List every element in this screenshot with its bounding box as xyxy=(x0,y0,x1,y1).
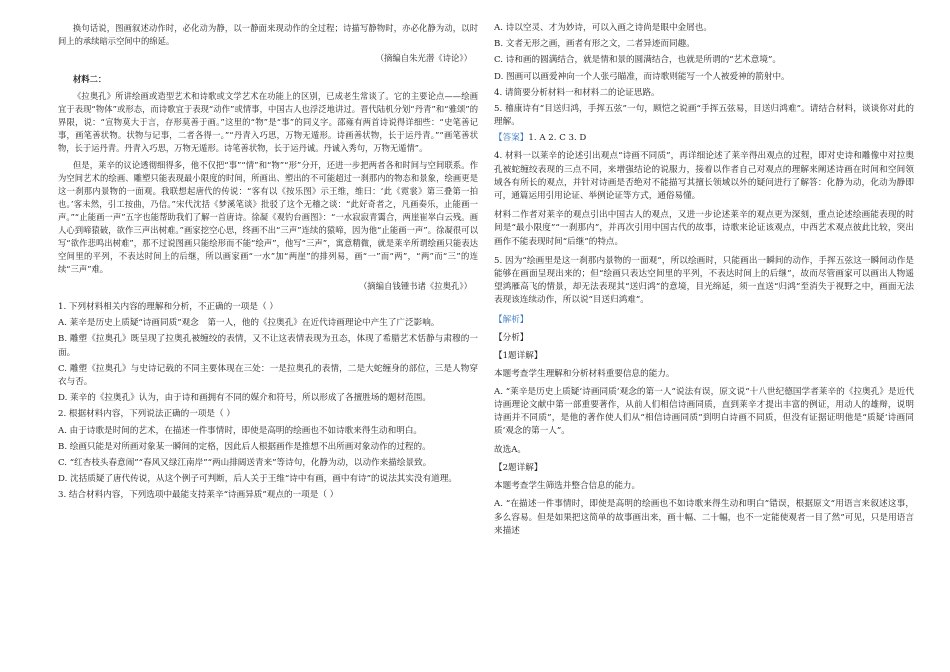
sub2-intro: 本题考查学生筛选并整合信息的能力。 xyxy=(494,481,641,492)
material-one-closing: 换句话说，图画叙述动作时，必化动为静，以一静面来现动作的全过程；诗描写静物时，亦必化静为动，以时间上的承续暗示空间中的绵延。 xyxy=(58,23,478,46)
answer-4-paragraph-2: 材料二作者对莱辛的观点引出中国古人的观点，又进一步论述莱辛的观点更为深刻，重点论述绘画能表现的时间是“最小限度”“一刹那内”，并再次引用中国古代的故事，诗歌来论证该观点，中西艺术观点彼此比较，突出画作不能表现时间“后继”的特点。 xyxy=(494,210,914,247)
question-3-option-a: A. 诗以空灵、才为妙诗，可以入画之诗尚是眼中金屑也。 xyxy=(494,23,712,33)
question-2-option-d: D. 沈括质疑了唐代传说，从这个例子可判断，后人关于王维“诗中有画，画中有诗”的说法其实没有道理。 xyxy=(58,474,457,485)
material-two-label: 材料二： xyxy=(72,74,107,84)
question-3: 3. 结合材料内容，下列选项中最能支持莱辛“诗画异质”观点的一项是（ ） xyxy=(58,490,339,501)
question-2-option-a: A. 由于诗歌是时间的艺术，在描述一件事情时，即使是高明的绘画也不如诗歌来得生动和明白。 xyxy=(58,425,423,436)
answer-tag: 【答案】 xyxy=(494,133,529,144)
analysis-label: 【分析】 xyxy=(494,332,529,343)
question-2-option-b: B. 绘画只能是对所画对象某一瞬间的定格，因此后人根据画作是推想不出所画对象动作的过程的。 xyxy=(58,441,431,452)
question-3-option-d: D. 图画可以画爱神向一个人张弓瞄准，而诗歌则能写一个人被爱神的箭射中。 xyxy=(494,71,790,82)
question-1-option-d: D. 莱辛的《拉奥孔》认为，由于诗和画拥有不同的媒介和符号，所以形成了各擅胜场的题材范围。 xyxy=(58,393,431,404)
sub2-label: 【2题详解】 xyxy=(494,463,543,474)
answer-5: 5. 因为“绘画里是这一刹那内景物的一面观”，所以绘画时，只能画出一瞬间的动作，手挥五弦这一瞬间动作是能够在画面呈现出来的；但“绘画只表达空间里的平列，不表达时间上的后继”，故而尽管画家可以画出人物遥望鸿雁高飞的情景，却无法表现其“送归鸿”的意境，目光绵延，须一直送“归鸿”至消失于视野之中，画面无法表现该连续动作，所以说“目送归鸿难”。 xyxy=(494,255,914,306)
question-4: 4. 请简要分析材料一和材料二的论证思路。 xyxy=(494,87,660,98)
question-1-option-b: B. 雕塑《拉奥孔》既呈现了拉奥孔被缠绞的表情，又不让这表情表现为丑态，体现了希腊艺术恬静与肃穆的一面。 xyxy=(58,334,478,358)
question-5: 5. 稽康诗有“目送归鸿，手挥五弦”一句，顾恺之说画“手挥五弦易，目送归鸿难”。请结合材料，谈谈你对此的理解。 xyxy=(494,104,914,128)
question-2: 2. 根据材料内容，下列说法正确的一项是（ ） xyxy=(58,409,235,420)
sub1-explanation: A. “莱辛是历史上质疑‘诗画同质’观念的第一人”说法有误，原文说“十八世纪德国学者莱辛的《拉奥孔》是近代诗画理论文献中第一部重要著作，从前人们相信诗画同质，直到莱辛才提出丰富的例证，用动人的雄辩，说明诗画并不同质”，是他的著作使人们从“相信诗画同质”到明白诗画不同质，但没有证据证明他是“质疑‘诗画同质’观念的第一人”。 xyxy=(494,386,914,437)
analysis-tag: 【解析】 xyxy=(494,314,529,325)
answer-values: 1. A 2. C 3. D xyxy=(528,133,587,144)
answer-4-paragraph-1: 4. 材料一以莱辛的论述引出观点“诗画不同质”，再详细论述了莱辛得出观点的过程，即对史诗和雕像中对拉奥孔被蛇缠绞表现的三点不同，来增强结论的说服力，接着以作者自己对观点的理解来阐述诗画在时间和空间领域各有所长的观点，并针对诗画是否绝对不能描写其擅长领域以外的疑问进行了解答：化静为动，化动为静即可，通篇运用引用论证、举例论证等方式，通俗易懂。 xyxy=(494,151,914,202)
material-two-paragraph-2: 但是，莱辛的议论透彻细得多，他不仅把“事”“情”和“物”“形”分开，还进一步把两者各和时间与空间联系。作为空间艺术的绘画、雕塑只能表现最小限度的时间，所画出、塑出的不可能超过一刹那内的物态和景象，绘画更是这一刹那内景物的一面观。我联想起唐代的传说：“客有以《按乐图》示王维，维曰：‘此《霓裳》第三叠第一拍也。’客未然，引工按曲，乃信。”宋代沈括《梦溪笔谈》批驳了这个无稽之谈：“此好奇者之，凡画奏乐，止能画一声。”“止能画一声”五字也能帮助我们了解一首唐诗。徐凝《观钓台画图》：“一水寂寂青霭合，两崖崔崒白云残。画人心到啼猿破，欲作三声出树难。”画家挖空心思，终画不出“三声”连续的猿啼，因为他“止能画一声”。徐凝很可以写“欲作悲鸣出树难”，那不过说图画只能绘形而不能“绘声”，他写“三声”，寓意精微，就是莱辛所谓绘画只能表达空间里的平列，不表达时间上的后继，所以画家画“一水”加“两崖”的排列易，画“一”而“两”，“两”而“三”的连续“三声”难。 xyxy=(58,160,478,274)
material-one-source: （摘编自朱光潜《诗论》） xyxy=(375,53,472,63)
question-1-option-c: C. 雕塑《拉奥孔》与史诗记载的不同主要体现在三处：一是拉奥孔的表情，二是大蛇缠身的部位，三是人物穿衣与否。 xyxy=(58,363,479,388)
question-3-option-b: B. 文者无形之画，画者有形之文，二者异迹而同趣。 xyxy=(494,39,695,50)
right-column xyxy=(494,22,914,544)
left-column xyxy=(58,22,478,506)
material-two-paragraph-1: 《拉奥孔》所讲绘画或造型艺术和诗歌或文学艺术在功能上的区别，已成老生常谈了。它的主要论点——绘画宜于表现“物体”或形态，而诗歌宜于表现“动作”或情事，中国古人也浮泛地讲过。晋代陆机分划“丹青”和“雅颂”的界限，说：“宣物莫大于言，存形莫善于画。”这里的“物”是“事”的同义字。邵雍有两首诗说得详细些：“史笔善记事，画笔善状物。状物与记事，二者各得一。”“丹青入巧思，万物无遁形。诗画善状物，长于运丹青。”“画笔善状物，长于运丹青。丹青入巧思，万物无遁形。诗笔善状物，长于运丹诚。丹诚入秀句，万物无遁情”。 xyxy=(58,91,478,153)
sub1-intro: 本题考查学生理解和分析材料重要信息的能力。 xyxy=(494,368,675,379)
sub2-explanation: A. “在描述一件事情时，即使是高明的绘画也不如诗歌来得生动和明白”错误，根据原文“用语言来叙述这事，多么容易。但是如果把这简单的故事画出来，画十幅、二十幅，也不一定能使观者一目了然”可见，只是用语言来描述 xyxy=(494,499,914,536)
question-1: 1. 下列材料相关内容的理解和分析，不正确的一项是（ ） xyxy=(58,302,278,312)
question-2-option-c: C. “红杏枝头春意闹”“春风又绿江南岸”“两山排阔送青来”等诗句，化静为动，以动作来描绘景致。 xyxy=(58,458,432,469)
material-two-source: （摘编自钱锺书诸《拉奥孔》） xyxy=(358,281,472,291)
sub1-conclusion: 故选A。 xyxy=(494,445,526,456)
sub1-label: 【1题详解】 xyxy=(494,350,543,361)
question-3-option-c: C. 诗和画的圆满结合，就是情和景的圆满结合，也就是所谓的“艺术意境”。 xyxy=(494,55,781,66)
material-two-heading xyxy=(58,73,478,86)
question-1-option-a: A. 莱辛是历史上质疑“诗画同质”观念 第一人，他的《拉奥孔》在近代诗画理论中产生了广泛影响。 xyxy=(58,318,440,329)
answer-line xyxy=(494,132,914,145)
